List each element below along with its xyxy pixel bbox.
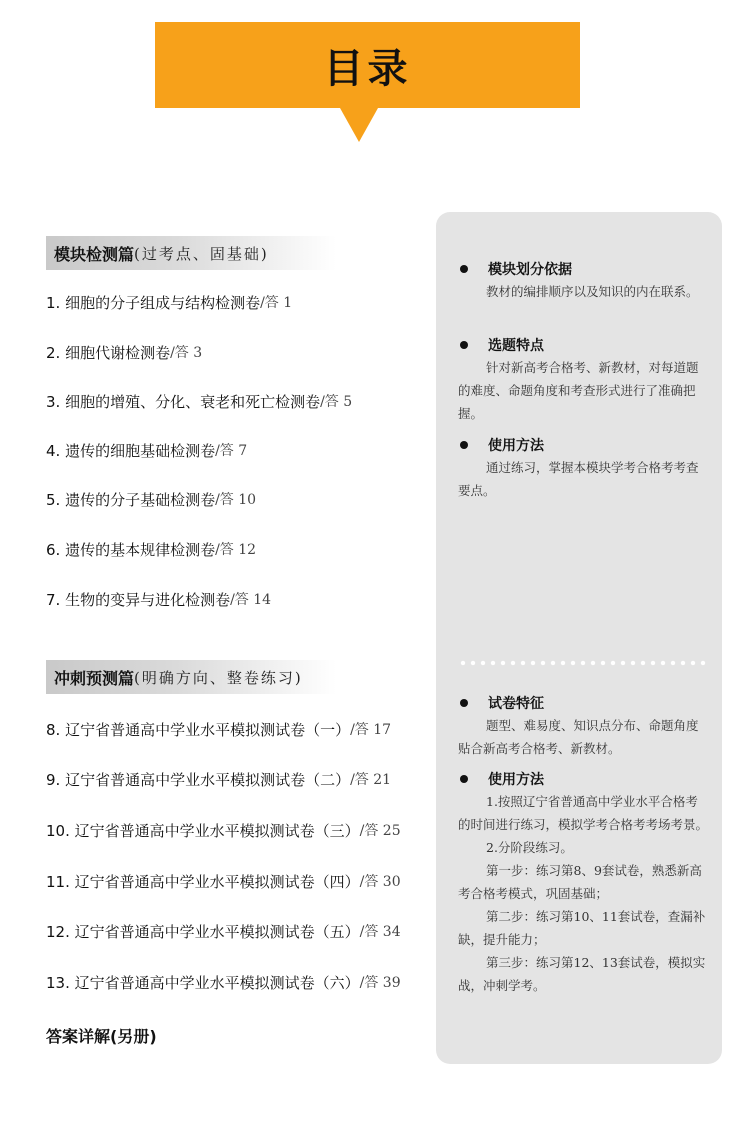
toc-item-label: 6. 遗传的基本规律检测卷 — [46, 540, 216, 559]
side-text: 2.分阶段练习。 — [486, 840, 573, 855]
bullet-icon — [460, 441, 468, 449]
side-heading: 试卷特征 — [488, 696, 544, 712]
page-title: 目录 — [323, 45, 412, 92]
toc-item-label: 10. 辽宁省普通高中学业水平模拟测试卷（三） — [46, 821, 360, 840]
side-block-paper-usage — [458, 768, 708, 997]
toc-item-page: /答 10 — [215, 492, 257, 508]
side-panel — [436, 212, 722, 1064]
toc-item-label: 4. 遗传的细胞基础检测卷 — [46, 441, 216, 460]
toc-item-page: /答 7 — [215, 443, 248, 459]
side-text: 第二步：练习第10、11套试卷，查漏补缺，提升能力； — [458, 909, 706, 947]
toc-item[interactable] — [46, 869, 401, 893]
side-block-paper-features — [458, 692, 708, 760]
toc-item[interactable] — [46, 290, 292, 314]
toc-item-label: 5. 遗传的分子基础检测卷 — [46, 490, 216, 509]
section-title: 冲刺预测篇 — [54, 668, 135, 688]
toc-item-page: /答 14 — [230, 592, 272, 608]
side-text: 第一步：练习第8、9套试卷，熟悉新高考合格考模式，巩固基础； — [458, 863, 702, 901]
bullet-icon — [460, 699, 468, 707]
side-heading: 选题特点 — [488, 338, 544, 354]
toc-item[interactable] — [46, 537, 256, 561]
toc-item-page: /答 5 — [320, 394, 353, 410]
toc-item-label: 1. 细胞的分子组成与结构检测卷 — [46, 293, 261, 312]
toc-item-page: /答 12 — [215, 542, 257, 558]
toc-item[interactable] — [46, 389, 352, 413]
bullet-icon — [460, 341, 468, 349]
toc-item[interactable] — [46, 717, 391, 741]
side-text: 教材的编排顺序以及知识的内在联系。 — [486, 284, 699, 299]
side-block-basis — [458, 258, 708, 303]
toc-item-label: 2. 细胞代谢检测卷 — [46, 343, 171, 362]
bullet-icon — [460, 265, 468, 273]
toc-item-label: 7. 生物的变异与进化检测卷 — [46, 590, 231, 609]
toc-item-page: /答 21 — [350, 772, 392, 788]
side-block-features — [458, 334, 708, 425]
side-heading: 使用方法 — [488, 772, 544, 788]
section-subtitle: (明确方向、整卷练习) — [134, 668, 303, 687]
toc-item-label: 9. 辽宁省普通高中学业水平模拟测试卷（二） — [46, 770, 351, 789]
side-heading: 模块划分依据 — [488, 262, 572, 278]
toc-item[interactable] — [46, 818, 401, 842]
section-title: 模块检测篇 — [54, 244, 135, 264]
section-subtitle: (过考点、固基础) — [134, 244, 269, 263]
toc-item-label: 3. 细胞的增殖、分化、衰老和死亡检测卷 — [46, 392, 321, 411]
section-header-module — [46, 236, 336, 270]
toc-item[interactable] — [46, 767, 391, 791]
toc-item-label: 13. 辽宁省普通高中学业水平模拟测试卷（六） — [46, 973, 360, 992]
side-text: 题型、难易度、知识点分布、命题角度贴合新高考合格考、新教材。 — [458, 718, 699, 756]
toc-item-label: 8. 辽宁省普通高中学业水平模拟测试卷（一） — [46, 720, 351, 739]
toc-item[interactable] — [46, 487, 256, 511]
toc-item-label: 11. 辽宁省普通高中学业水平模拟测试卷（四） — [46, 872, 360, 891]
side-heading: 使用方法 — [488, 438, 544, 454]
dotted-divider — [458, 660, 708, 666]
bullet-icon — [460, 775, 468, 783]
toc-item-page: /答 17 — [350, 722, 392, 738]
banner-pointer — [340, 108, 378, 142]
toc-item[interactable] — [46, 340, 202, 364]
side-text: 通过练习，掌握本模块学考合格考考查要点。 — [458, 460, 699, 498]
answers-note: 答案详解(另册) — [46, 1027, 157, 1046]
side-block-usage — [458, 434, 708, 502]
toc-item-page: /答 30 — [359, 874, 401, 890]
toc-item-label: 12. 辽宁省普通高中学业水平模拟测试卷（五） — [46, 922, 360, 941]
toc-item[interactable] — [46, 587, 271, 611]
toc-item-page: /答 39 — [359, 975, 401, 991]
section-header-sprint — [46, 660, 336, 694]
side-text: 针对新高考合格考、新教材，对每道题的难度、命题角度和考查形式进行了准确把握。 — [458, 360, 699, 421]
toc-item-page: /答 1 — [260, 295, 293, 311]
toc-item[interactable] — [46, 438, 247, 462]
toc-item[interactable] — [46, 919, 401, 943]
toc-item-page: /答 34 — [359, 924, 401, 940]
title-banner — [155, 22, 580, 108]
toc-item-page: /答 3 — [170, 345, 203, 361]
side-text: 1.按照辽宁省普通高中学业水平合格考的时间进行练习，模拟学考合格考考场考景。 — [458, 794, 709, 832]
toc-item-page: /答 25 — [359, 823, 401, 839]
toc-item[interactable] — [46, 970, 401, 994]
side-text: 第三步：练习第12、13套试卷，模拟实战，冲刺学考。 — [458, 955, 706, 993]
